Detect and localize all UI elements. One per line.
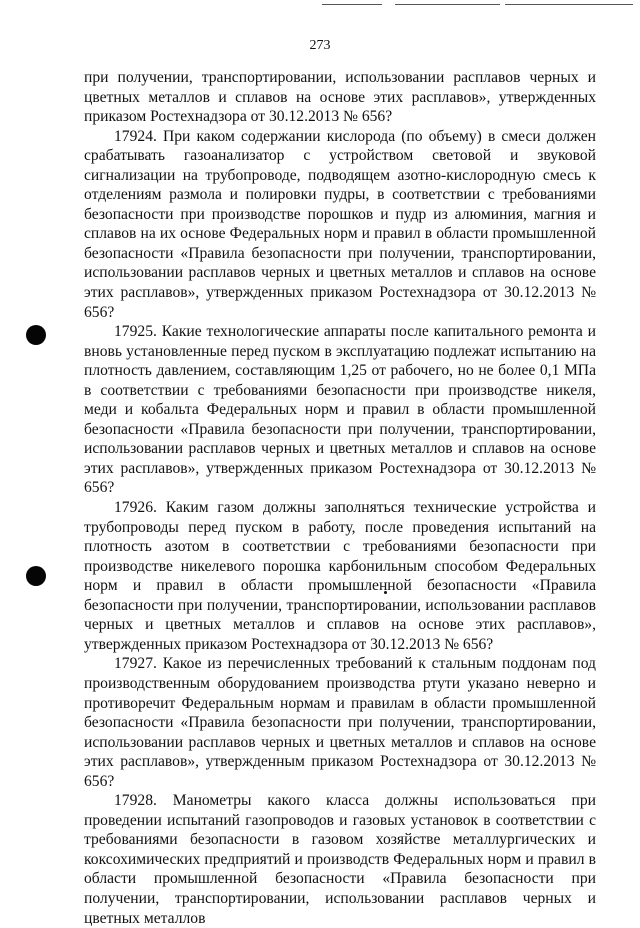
scan-edge-line — [322, 4, 382, 5]
question-17928: 17928. Манометры какого класса должны использоваться при проведении испытаний газопроводов и газовых установок в соответствии с требованиями безопасности в газовом хозяйстве металлургических и коксохимических предприятий и производств Федеральных норм и правил в области промышленной безопасности «Правила безопасности при получении, транспортировании, использовании расплавов черных и цветных металлов — [84, 792, 596, 927]
punch-hole-mark — [26, 566, 46, 586]
scan-edge-line — [505, 4, 633, 5]
document-body — [84, 68, 596, 928]
punch-hole-mark — [26, 325, 46, 345]
question-17927: 17927. Какое из перечисленных требований к стальным поддонам под производственным оборудованием производства ртути указано неверно и противоречит Федеральным нормам и правилам в области промышленной безопасности «Правила безопасности при получении, транспортировании, использовании расплавов черных и цветных металлов и сплавов на основе этих расплавов», утвержденным приказом Ростехнадзора от 30.12.2013 № 656? — [84, 655, 596, 790]
page-number: 273 — [309, 38, 331, 53]
question-17926: 17926. Каким газом должны заполняться технические устройства и трубопроводы перед пуском в работу, после проведения испытаний на плотность азотом в соответствии с требованиями безопасности при производстве никелевого порошка карбонильным способом Федеральных норм и правил в области промышленной безопасности «Правила безопасности при получении, транспортировании, использовании расплавов черных и цветных металлов и сплавов на основе этих расплавов», утвержденных приказом Ростехнадзора от 30.12.2013 № 656? — [84, 499, 596, 653]
question-17925: 17925. Какие технологические аппараты после капитального ремонта и вновь установленные перед пуском в эксплуатацию подлежат испытанию на плотность давлением, составляющим 1,25 от рабочего, но не более 0,1 МПа в соответствии с требованиями безопасности при производстве никеля, меди и кобальта Федеральных норм и правил в области промышленной безопасности «Правила безопасности при получении, транспортировании, использовании расплавов черных и цветных металлов и сплавов на основе этих расплавов», утвержденных приказом Ростехнадзора от 30.12.2013 № 656? — [84, 323, 596, 497]
scan-edge-line — [395, 4, 500, 5]
paragraph-continuation: при получении, транспортировании, использовании расплавов черных и цветных металлов и сплавов на основе этих расплавов», утвержденных приказом Ростехнадзора от 30.12.2013 № 656? — [84, 69, 596, 126]
question-17924: 17924. При каком содержании кислорода (по объему) в смеси должен срабатывать газоанализатор с устройством световой и звуковой сигнализации на трубопроводе, подводящем азотно-кислородную смесь к отделениям размола и полировки пудры, в соответствии с требованиями безопасности при производстве порошков и пудр из алюминия, магния и сплавов на их основе Федеральных норм и правил в области промышленной безопасности «Правила безопасности при получении, транспортировании, использовании расплавов черных и цветных металлов и сплавов на основе этих расплавов», утвержденных приказом Ростехнадзора от 30.12.2013 № 656? — [84, 127, 596, 321]
